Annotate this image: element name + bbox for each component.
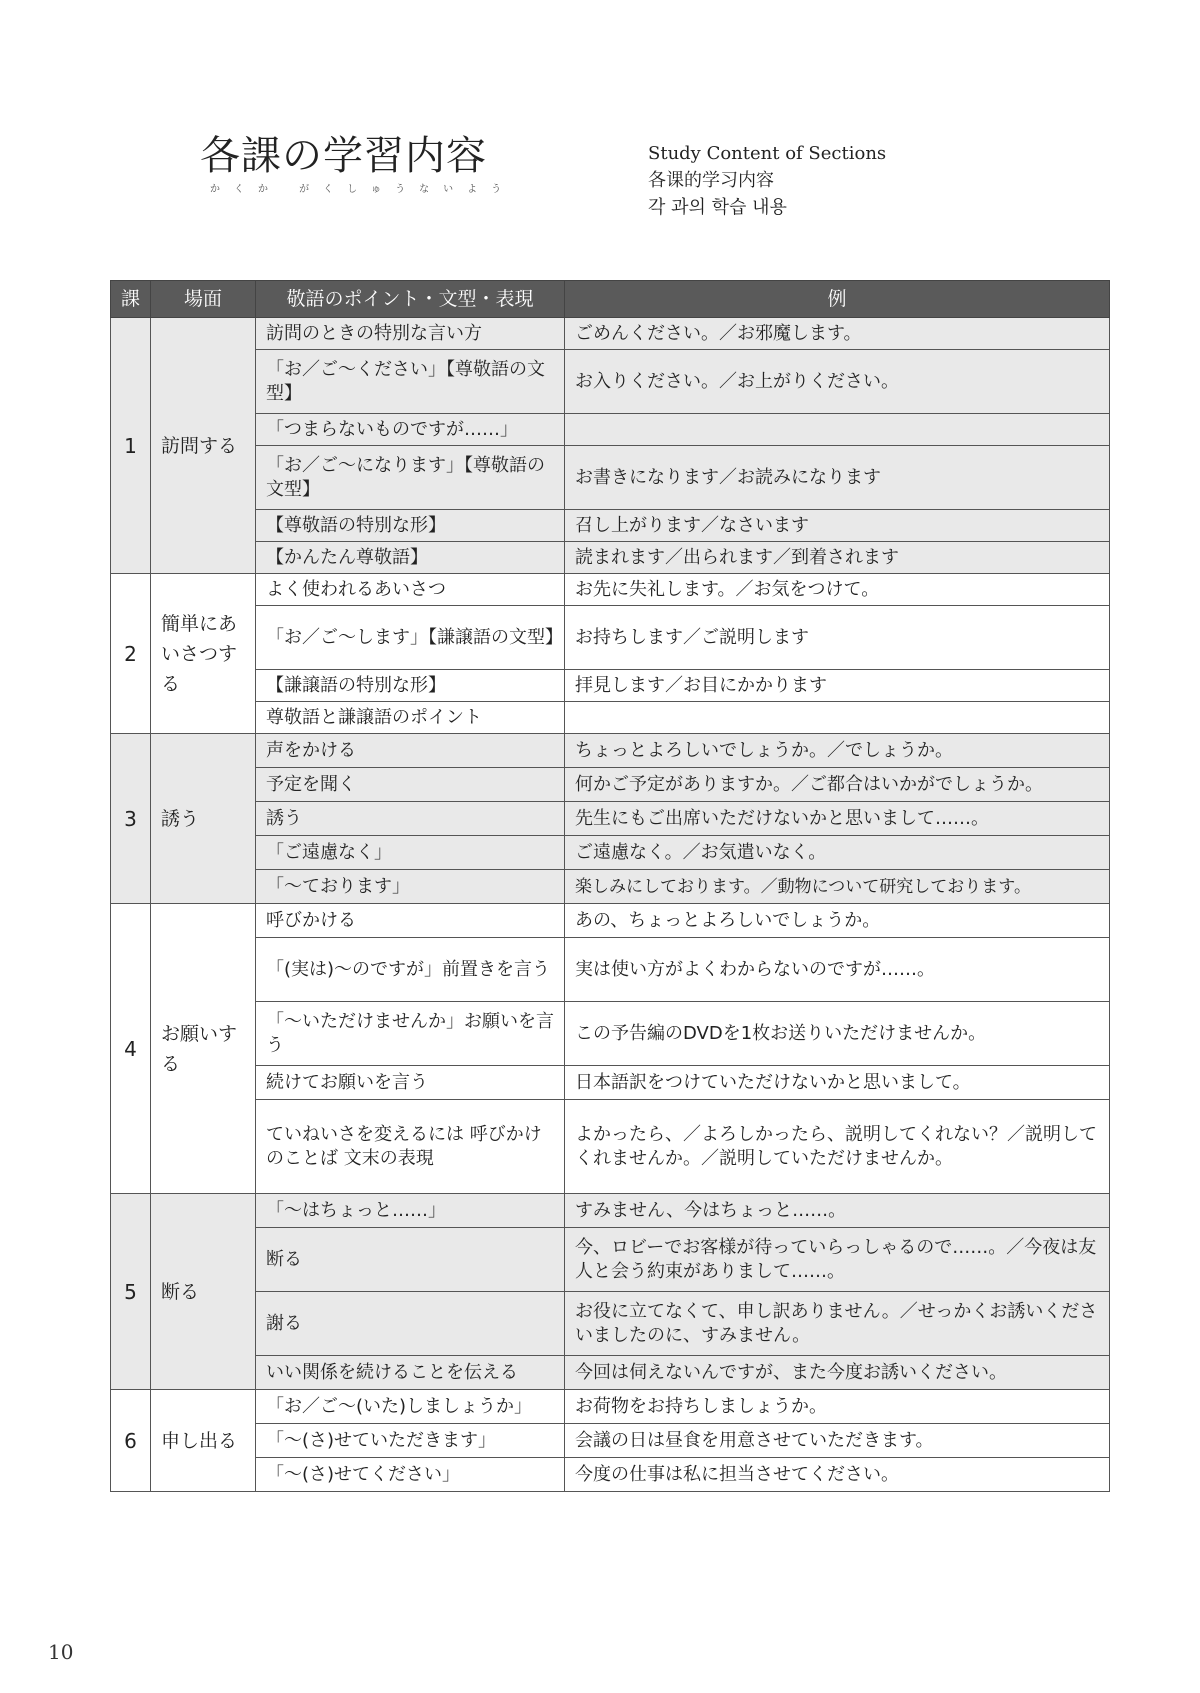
lesson-number: 4 (111, 904, 151, 1194)
subtitle-korean: 각 과의 학습 내용 (648, 197, 787, 218)
example-cell: ちょっとよろしいでしょうか。／でしょうか。 (565, 734, 1110, 768)
lesson-scene: 誘う (151, 734, 256, 904)
lesson-scene: 簡単にあいさつする (151, 574, 256, 734)
table-row (111, 1194, 1110, 1228)
study-content-table (110, 280, 1110, 1492)
table-row (111, 802, 1110, 836)
point-cell: 「～(さ)せてください」 (256, 1458, 565, 1492)
example-cell: お先に失礼します。／お気をつけて。 (565, 574, 1110, 606)
example-cell: 楽しみにしております。／動物について研究しております。 (565, 870, 1110, 904)
table-row (111, 904, 1110, 938)
point-cell: 「お／ご～(いた)しましょうか」 (256, 1390, 565, 1424)
example-cell: ご遠慮なく。／お気遣いなく。 (565, 836, 1110, 870)
example-cell (565, 702, 1110, 734)
point-cell: いい関係を続けることを伝える (256, 1356, 565, 1390)
table-row (111, 414, 1110, 446)
example-cell: お入りください。／お上がりください。 (565, 350, 1110, 414)
example-cell: 実は使い方がよくわからないのですが……。 (565, 938, 1110, 1002)
lesson-number: 1 (111, 318, 151, 574)
table-row (111, 510, 1110, 542)
point-cell: 「ご遠慮なく」 (256, 836, 565, 870)
example-cell: お書きになります／お読みになります (565, 446, 1110, 510)
lesson-number: 5 (111, 1194, 151, 1390)
table-row (111, 574, 1110, 606)
point-cell: 声をかける (256, 734, 565, 768)
point-cell: 謝る (256, 1292, 565, 1356)
table-row (111, 1100, 1110, 1194)
header-example: 例 (565, 281, 1110, 318)
header-scene: 場面 (151, 281, 256, 318)
point-cell: 【尊敬語の特別な形】 (256, 510, 565, 542)
lesson-scene: お願いする (151, 904, 256, 1194)
point-cell: 「～ております」 (256, 870, 565, 904)
example-cell: あの、ちょっとよろしいでしょうか。 (565, 904, 1110, 938)
point-cell: 「(実は)～のですが」前置きを言う (256, 938, 565, 1002)
table-row (111, 836, 1110, 870)
subtitle-english: Study Content of Sections (648, 143, 887, 164)
point-cell: よく使われるあいさつ (256, 574, 565, 606)
point-cell: 「お／ご～します」【謙譲語の文型】 (256, 606, 565, 670)
example-cell: 先生にもご出席いただけないかと思いまして……。 (565, 802, 1110, 836)
table-row (111, 1390, 1110, 1424)
table-row (111, 768, 1110, 802)
example-cell (565, 414, 1110, 446)
page-title-ruby: かくか がくしゅうないよう (210, 184, 516, 195)
point-cell: 尊敬語と謙譲語のポイント (256, 702, 565, 734)
example-cell: 読まれます／出られます／到着されます (565, 542, 1110, 574)
lesson-scene: 訪問する (151, 318, 256, 574)
page-title: 各課の学習内容 (200, 133, 487, 179)
header-lesson: 課 (111, 281, 151, 318)
table-row (111, 1292, 1110, 1356)
point-cell: 「お／ご～ください」【尊敬語の文型】 (256, 350, 565, 414)
point-cell: 「つまらないものですが……」 (256, 414, 565, 446)
point-cell: 【謙譲語の特別な形】 (256, 670, 565, 702)
subtitle-chinese: 各课的学习内容 (648, 170, 774, 191)
table-row (111, 1424, 1110, 1458)
table-header-row (111, 281, 1110, 318)
table-row (111, 542, 1110, 574)
example-cell: すみません、今はちょっと……。 (565, 1194, 1110, 1228)
example-cell: お持ちします／ご説明します (565, 606, 1110, 670)
lesson-number: 6 (111, 1390, 151, 1492)
lesson-scene: 断る (151, 1194, 256, 1390)
lesson-number: 2 (111, 574, 151, 734)
table-row (111, 938, 1110, 1002)
table-row (111, 606, 1110, 670)
example-cell: 召し上がります／なさいます (565, 510, 1110, 542)
point-cell: 「お／ご～になります」【尊敬語の文型】 (256, 446, 565, 510)
example-cell: 会議の日は昼食を用意させていただきます。 (565, 1424, 1110, 1458)
page-heading (200, 132, 515, 195)
table-row (111, 1458, 1110, 1492)
example-cell: よかったら、／よろしかったら、説明してくれない？／説明してくれませんか。／説明していただけませんか。 (565, 1100, 1110, 1194)
table-row (111, 1066, 1110, 1100)
example-cell: ごめんください。／お邪魔します。 (565, 318, 1110, 350)
table-row (111, 1002, 1110, 1066)
table-row (111, 670, 1110, 702)
point-cell: 「～(さ)せていただきます」 (256, 1424, 565, 1458)
point-cell: 断る (256, 1228, 565, 1292)
example-cell: 拝見します／お目にかかります (565, 670, 1110, 702)
lesson-number: 3 (111, 734, 151, 904)
example-cell: 何かご予定がありますか。／ご都合はいかがでしょうか。 (565, 768, 1110, 802)
example-cell: 今、ロビーでお客様が待っていらっしゃるので……。／今夜は友人と会う約束がありまして……。 (565, 1228, 1110, 1292)
example-cell: この予告編のDVDを1枚お送りいただけませんか。 (565, 1002, 1110, 1066)
point-cell: 呼びかける (256, 904, 565, 938)
point-cell: 訪問のときの特別な言い方 (256, 318, 565, 350)
table-row (111, 350, 1110, 414)
point-cell: 「～はちょっと……」 (256, 1194, 565, 1228)
table-row (111, 446, 1110, 510)
subtitles (648, 140, 886, 221)
table-row (111, 318, 1110, 350)
table-row (111, 1356, 1110, 1390)
page-number: 10 (48, 1640, 74, 1664)
table-row (111, 870, 1110, 904)
point-cell: 【かんたん尊敬語】 (256, 542, 565, 574)
point-cell: 続けてお願いを言う (256, 1066, 565, 1100)
example-cell: お役に立てなくて、申し訳ありません。／せっかくお誘いくださいましたのに、すみません。 (565, 1292, 1110, 1356)
example-cell: 今度の仕事は私に担当させてください。 (565, 1458, 1110, 1492)
lesson-scene: 申し出る (151, 1390, 256, 1492)
point-cell: 予定を聞く (256, 768, 565, 802)
point-cell: ていねいさを変えるには 呼びかけのことば 文末の表現 (256, 1100, 565, 1194)
table-row (111, 1228, 1110, 1292)
table-row (111, 702, 1110, 734)
point-cell: 誘う (256, 802, 565, 836)
example-cell: お荷物をお持ちしましょうか。 (565, 1390, 1110, 1424)
example-cell: 日本語訳をつけていただけないかと思いまして。 (565, 1066, 1110, 1100)
table-row (111, 734, 1110, 768)
header-point: 敬語のポイント・文型・表現 (256, 281, 565, 318)
example-cell: 今回は伺えないんですが、また今度お誘いください。 (565, 1356, 1110, 1390)
point-cell: 「～いただけませんか」お願いを言う (256, 1002, 565, 1066)
